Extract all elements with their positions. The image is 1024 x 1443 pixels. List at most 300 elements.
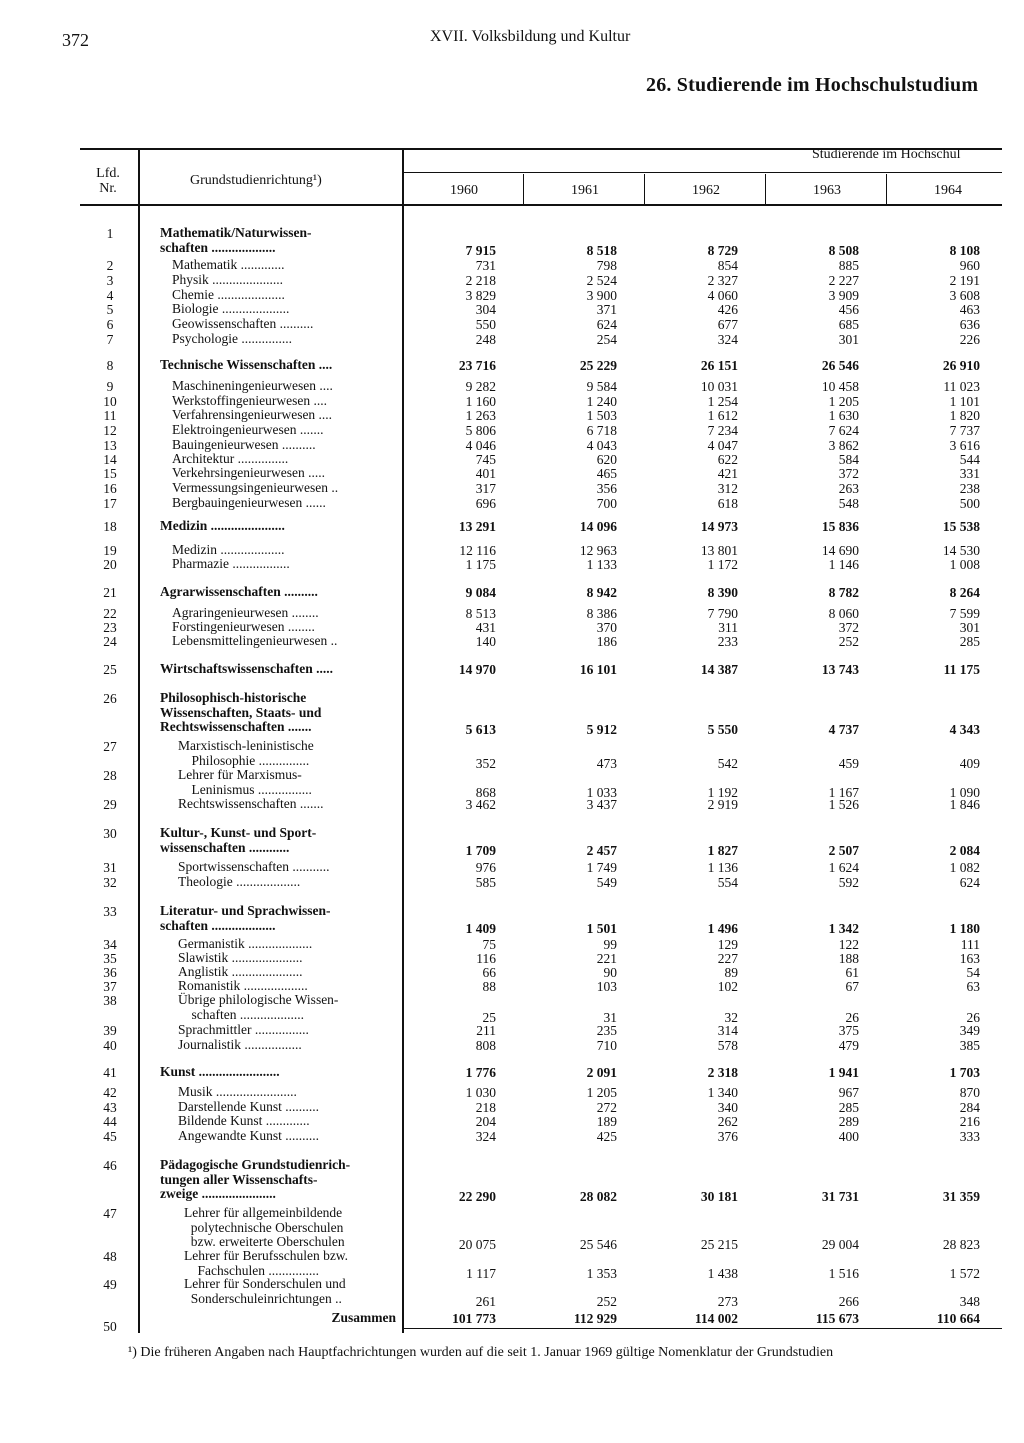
value-cell: 8 108 xyxy=(949,242,980,258)
row-label xyxy=(160,691,321,735)
row-label xyxy=(172,481,338,496)
value-cell: 456 xyxy=(838,302,859,317)
row-number: 19 xyxy=(103,543,117,558)
row-label xyxy=(172,408,332,423)
value-cell: 89 xyxy=(724,965,738,980)
value-cell: 1 101 xyxy=(949,394,980,409)
value-cell: 9 584 xyxy=(586,379,617,394)
row-number: 31 xyxy=(103,860,117,875)
value-cell: 262 xyxy=(717,1114,738,1129)
value-cell: 960 xyxy=(959,258,980,273)
row-label-line: schaften ................... xyxy=(160,239,276,255)
row-number: 12 xyxy=(103,423,117,438)
row-label-line: Lehrer für Marxismus- xyxy=(178,767,302,782)
row-label xyxy=(172,634,337,649)
value-cell: 66 xyxy=(482,965,496,980)
row-label-line: Psychologie ............... xyxy=(172,331,292,346)
row-label-line: Medizin ...................... xyxy=(160,518,285,533)
value-cell: 284 xyxy=(959,1100,980,1115)
value-cell: 28 082 xyxy=(579,1189,617,1204)
row-label xyxy=(178,1023,309,1038)
row-label-line: Lehrer für allgemeinbildende xyxy=(184,1205,343,1220)
row-label-line: Literatur- und Sprachwissen- xyxy=(160,903,331,918)
row-label xyxy=(160,826,316,855)
row-label xyxy=(160,226,312,255)
value-cell: 186 xyxy=(596,634,617,649)
value-cell: 1 342 xyxy=(828,920,859,936)
value-cell: 2 218 xyxy=(465,273,496,288)
row-label-line: Zusammen xyxy=(331,1310,396,1325)
value-cell: 14 690 xyxy=(821,543,859,558)
value-cell: 226 xyxy=(959,332,980,347)
row-number: 35 xyxy=(103,951,117,966)
row-label xyxy=(178,1114,310,1129)
header-nr: Nr. xyxy=(99,181,117,196)
value-cell: 5 613 xyxy=(465,722,496,737)
header-lfd-nr xyxy=(80,166,136,196)
value-cell: 10 458 xyxy=(821,379,859,394)
row-label xyxy=(178,860,329,875)
row-number: 33 xyxy=(103,904,117,919)
row-label-line: Leninismus ................ xyxy=(178,781,312,797)
row-number: 36 xyxy=(103,965,117,980)
column-rule-1 xyxy=(138,148,140,1333)
value-cell: 3 608 xyxy=(949,288,980,303)
value-cell: 1 172 xyxy=(707,557,738,572)
row-number: 2 xyxy=(106,258,114,273)
value-cell: 544 xyxy=(959,452,980,467)
value-cell: 261 xyxy=(475,1293,496,1309)
row-label-line: Bildende Kunst ............. xyxy=(178,1113,310,1128)
value-cell: 1 030 xyxy=(465,1085,496,1100)
value-cell: 584 xyxy=(838,452,859,467)
row-number: 23 xyxy=(103,620,117,635)
value-cell: 370 xyxy=(596,620,617,635)
value-cell: 14 096 xyxy=(579,519,617,534)
row-number: 34 xyxy=(103,937,117,952)
row-number: 13 xyxy=(103,438,117,453)
value-cell: 227 xyxy=(717,951,738,966)
value-cell: 479 xyxy=(838,1038,859,1053)
page-number: 372 xyxy=(62,30,89,50)
value-cell: 1 624 xyxy=(828,860,859,875)
value-cell: 61 xyxy=(845,965,859,980)
row-label xyxy=(184,1249,348,1278)
value-cell: 102 xyxy=(717,979,738,994)
row-number: 47 xyxy=(103,1206,117,1221)
value-cell: 116 xyxy=(476,951,496,966)
row-label-line: wissenschaften ............ xyxy=(160,839,290,855)
value-cell: 1 082 xyxy=(949,860,980,875)
value-cell: 311 xyxy=(718,620,738,635)
value-cell: 54 xyxy=(966,965,980,980)
value-cell: 400 xyxy=(838,1129,859,1144)
row-label xyxy=(172,332,292,347)
value-cell: 1 827 xyxy=(707,842,738,858)
value-cell: 3 616 xyxy=(949,438,980,453)
row-number: 8 xyxy=(106,358,114,373)
value-cell: 376 xyxy=(717,1129,738,1144)
value-cell: 101 773 xyxy=(452,1311,496,1326)
value-cell: 375 xyxy=(838,1023,859,1038)
value-cell: 624 xyxy=(596,317,617,332)
value-cell: 11 175 xyxy=(943,662,980,677)
value-cell: 1 117 xyxy=(466,1265,496,1281)
value-cell: 11 023 xyxy=(943,379,980,394)
value-cell: 1 409 xyxy=(465,920,496,936)
row-label-line: Elektroingenieurwesen ....... xyxy=(172,422,324,437)
value-cell: 1 630 xyxy=(828,408,859,423)
row-number: 16 xyxy=(103,481,117,496)
value-cell: 26 910 xyxy=(942,358,980,373)
value-cell: 163 xyxy=(959,951,980,966)
value-cell: 9 282 xyxy=(465,379,496,394)
value-cell: 885 xyxy=(838,258,859,273)
value-cell: 5 912 xyxy=(586,722,617,737)
row-number: 46 xyxy=(103,1158,117,1173)
value-cell: 26 151 xyxy=(700,358,738,373)
value-cell: 204 xyxy=(475,1114,496,1129)
row-number: 4 xyxy=(106,288,114,303)
value-cell: 1 572 xyxy=(949,1265,980,1281)
value-cell: 3 437 xyxy=(586,797,617,812)
row-label xyxy=(160,585,318,600)
header-year-1963: 1963 xyxy=(813,183,841,198)
value-cell: 1 192 xyxy=(707,784,738,800)
value-cell: 103 xyxy=(596,979,617,994)
header-year-1961: 1961 xyxy=(571,183,599,198)
value-cell: 1 526 xyxy=(828,797,859,812)
value-cell: 854 xyxy=(717,258,738,273)
value-cell: 401 xyxy=(475,466,496,481)
value-cell: 1 175 xyxy=(465,557,496,572)
row-label-line: Medizin ................... xyxy=(172,542,285,557)
value-cell: 465 xyxy=(596,466,617,481)
value-cell: 16 101 xyxy=(579,662,617,677)
row-number: 20 xyxy=(103,557,117,572)
value-cell: 1 496 xyxy=(707,920,738,936)
value-cell: 618 xyxy=(717,496,738,511)
value-cell: 14 530 xyxy=(942,543,980,558)
row-label xyxy=(160,1158,350,1202)
value-cell: 25 215 xyxy=(700,1237,738,1252)
row-label xyxy=(160,904,331,933)
value-cell: 285 xyxy=(959,634,980,649)
row-label-line: Agraringenieurwesen ........ xyxy=(172,605,319,620)
value-cell: 112 929 xyxy=(573,1311,617,1326)
value-cell: 1 160 xyxy=(465,394,496,409)
value-cell: 1 749 xyxy=(586,860,617,875)
value-cell: 273 xyxy=(717,1293,738,1309)
row-label-line: schaften ................... xyxy=(160,917,276,933)
row-number: 26 xyxy=(103,691,117,706)
row-number: 25 xyxy=(103,662,117,677)
value-cell: 233 xyxy=(717,634,738,649)
value-cell: 696 xyxy=(475,496,496,511)
header-year-1960: 1960 xyxy=(450,183,478,198)
value-cell: 592 xyxy=(838,875,859,890)
value-cell: 1 263 xyxy=(465,408,496,423)
value-cell: 13 801 xyxy=(700,543,738,558)
row-label xyxy=(178,875,300,890)
row-label-line: Biologie .................... xyxy=(172,301,290,316)
value-cell: 548 xyxy=(838,496,859,511)
value-cell: 15 836 xyxy=(821,519,859,534)
row-label-line: Kultur-, Kunst- und Sport- xyxy=(160,825,317,840)
value-cell: 1 180 xyxy=(949,920,980,936)
row-label xyxy=(172,557,290,572)
value-cell: 4 046 xyxy=(465,438,496,453)
value-cell: 314 xyxy=(717,1023,738,1038)
row-label xyxy=(160,358,332,373)
row-label-line: Slawistik ..................... xyxy=(178,950,303,965)
value-cell: 189 xyxy=(596,1114,617,1129)
value-cell: 301 xyxy=(838,332,859,347)
value-cell: 5 550 xyxy=(707,722,738,737)
value-cell: 1 090 xyxy=(949,784,980,800)
value-cell: 459 xyxy=(838,755,859,771)
row-number: 32 xyxy=(103,875,117,890)
value-cell: 2 919 xyxy=(707,797,738,812)
row-label xyxy=(160,519,285,534)
row-label xyxy=(184,1277,346,1306)
row-label-line: schaften ................... xyxy=(178,1006,304,1022)
row-label-line: Marxistisch-leninistische xyxy=(178,738,314,753)
value-cell: 2 227 xyxy=(828,273,859,288)
value-cell: 578 xyxy=(717,1038,738,1053)
value-cell: 1 205 xyxy=(586,1085,617,1100)
row-label-line: Rechtswissenschaften ....... xyxy=(160,719,312,734)
value-cell: 2 084 xyxy=(949,842,980,858)
value-cell: 1 612 xyxy=(707,408,738,423)
value-cell: 1 820 xyxy=(949,408,980,423)
row-label xyxy=(172,317,313,332)
value-cell: 317 xyxy=(475,481,496,496)
value-cell: 111 xyxy=(960,937,980,952)
value-cell: 7 737 xyxy=(949,423,980,438)
row-label-line: Technische Wissenschaften .... xyxy=(160,357,333,372)
row-number: 50 xyxy=(103,1319,117,1334)
row-number: 17 xyxy=(103,496,117,511)
row-label xyxy=(172,423,323,438)
value-cell: 5 806 xyxy=(465,423,496,438)
row-label xyxy=(178,993,338,1022)
value-cell: 2 318 xyxy=(707,1065,738,1080)
value-cell: 4 043 xyxy=(586,438,617,453)
value-cell: 7 234 xyxy=(707,423,738,438)
value-cell: 463 xyxy=(959,302,980,317)
value-cell: 868 xyxy=(475,784,496,800)
value-cell: 252 xyxy=(838,634,859,649)
table-title: 26. Studierende im Hochschulstudium xyxy=(646,74,979,96)
row-number: 9 xyxy=(106,379,114,394)
row-number: 10 xyxy=(103,394,117,409)
row-label xyxy=(172,302,289,317)
value-cell: 114 002 xyxy=(694,1311,738,1326)
value-cell: 352 xyxy=(475,755,496,771)
value-cell: 122 xyxy=(838,937,859,952)
value-cell: 409 xyxy=(959,755,980,771)
value-cell: 8 508 xyxy=(828,242,859,258)
row-label-line: Chemie .................... xyxy=(172,287,285,302)
value-cell: 301 xyxy=(959,620,980,635)
value-cell: 31 359 xyxy=(942,1189,980,1204)
row-label-line: Theologie ................... xyxy=(178,874,301,889)
value-cell: 1 240 xyxy=(586,394,617,409)
row-number: 37 xyxy=(103,979,117,994)
row-number: 6 xyxy=(106,317,114,332)
value-cell: 4 737 xyxy=(828,722,859,737)
value-cell: 4 060 xyxy=(707,288,738,303)
row-label-line: Verkehrsingenieurwesen ..... xyxy=(172,465,325,480)
row-number: 7 xyxy=(106,332,114,347)
value-cell: 798 xyxy=(596,258,617,273)
row-number: 18 xyxy=(103,519,117,534)
row-label xyxy=(172,496,326,511)
row-label xyxy=(160,1065,280,1080)
value-cell: 1 254 xyxy=(707,394,738,409)
value-cell: 425 xyxy=(596,1129,617,1144)
value-cell: 324 xyxy=(717,332,738,347)
value-cell: 1 353 xyxy=(586,1265,617,1281)
row-number: 30 xyxy=(103,826,117,841)
value-cell: 304 xyxy=(475,302,496,317)
row-label-line: Maschineningenieurwesen .... xyxy=(172,378,333,393)
row-number: 11 xyxy=(103,408,117,423)
value-cell: 8 386 xyxy=(586,606,617,621)
row-label-line: Angewandte Kunst .......... xyxy=(178,1128,319,1143)
value-cell: 4 343 xyxy=(949,722,980,737)
row-label-line: Verfahrensingenieurwesen .... xyxy=(172,407,333,422)
row-number: 40 xyxy=(103,1038,117,1053)
value-cell: 8 264 xyxy=(949,585,980,600)
row-label-line: Anglistik ..................... xyxy=(178,964,303,979)
value-cell: 2 327 xyxy=(707,273,738,288)
row-number: 44 xyxy=(103,1114,117,1129)
row-number: 45 xyxy=(103,1129,117,1144)
row-label xyxy=(172,466,325,481)
row-number: 5 xyxy=(106,302,114,317)
value-cell: 700 xyxy=(596,496,617,511)
value-cell: 1 340 xyxy=(707,1085,738,1100)
value-cell: 8 513 xyxy=(465,606,496,621)
row-number: 22 xyxy=(103,606,117,621)
value-cell: 3 900 xyxy=(586,288,617,303)
value-cell: 8 942 xyxy=(586,585,617,600)
header-studierende: Studierende im Hochschul xyxy=(812,147,961,162)
row-label xyxy=(172,258,284,273)
row-label-line: Romanistik ................... xyxy=(178,978,308,993)
value-cell: 115 673 xyxy=(815,1311,859,1326)
value-cell: 554 xyxy=(717,875,738,890)
row-number: 29 xyxy=(103,797,117,812)
row-label xyxy=(172,379,333,394)
row-label xyxy=(178,768,312,797)
value-cell: 870 xyxy=(959,1085,980,1100)
value-cell: 23 716 xyxy=(458,358,496,373)
value-cell: 25 229 xyxy=(579,358,617,373)
header-year-1962: 1962 xyxy=(692,183,720,198)
value-cell: 385 xyxy=(959,1038,980,1053)
row-label-line: Sonderschuleinrichtungen .. xyxy=(184,1290,342,1306)
value-cell: 685 xyxy=(838,317,859,332)
value-cell: 1 516 xyxy=(828,1265,859,1281)
value-cell: 431 xyxy=(475,620,496,635)
value-cell: 25 546 xyxy=(579,1237,617,1252)
value-cell: 3 909 xyxy=(828,288,859,303)
value-cell: 13 291 xyxy=(458,519,496,534)
footnote: ¹) Die früheren Angaben nach Hauptfachrichtungen wurden auf die seit 1. Januar 1969 gültige Nomenklatur der Grundstudien xyxy=(128,1345,834,1360)
row-label-line: Lehrer für Berufsschulen bzw. xyxy=(184,1248,349,1263)
value-cell: 371 xyxy=(596,302,617,317)
row-label xyxy=(184,1206,345,1250)
row-label-line: Geowissenschaften .......... xyxy=(172,316,314,331)
value-cell: 285 xyxy=(838,1100,859,1115)
row-number: 43 xyxy=(103,1100,117,1115)
value-cell: 129 xyxy=(717,937,738,952)
value-cell: 624 xyxy=(959,875,980,890)
value-cell: 20 075 xyxy=(458,1237,496,1252)
value-cell: 312 xyxy=(717,481,738,496)
row-number: 38 xyxy=(103,993,117,1008)
value-cell: 356 xyxy=(596,481,617,496)
row-number: 48 xyxy=(103,1249,117,1264)
value-cell: 14 973 xyxy=(700,519,738,534)
value-cell: 188 xyxy=(838,951,859,966)
row-label xyxy=(178,739,314,768)
value-cell: 1 846 xyxy=(949,797,980,812)
value-cell: 63 xyxy=(966,979,980,994)
value-cell: 333 xyxy=(959,1129,980,1144)
value-cell: 1 501 xyxy=(586,920,617,936)
value-cell: 254 xyxy=(596,332,617,347)
row-label xyxy=(178,1085,297,1100)
value-cell: 263 xyxy=(838,481,859,496)
value-cell: 1 703 xyxy=(949,1065,980,1080)
value-cell: 9 084 xyxy=(465,585,496,600)
row-label-line: Fachschulen ............... xyxy=(184,1262,319,1278)
row-label-line: zweige ...................... xyxy=(160,1186,276,1201)
row-number: 41 xyxy=(103,1065,117,1080)
value-cell: 500 xyxy=(959,496,980,511)
year-rule-top xyxy=(402,172,1002,173)
value-cell: 426 xyxy=(717,302,738,317)
value-cell: 585 xyxy=(475,875,496,890)
header-bottom-rule xyxy=(80,204,1002,206)
row-label-line: Vermessungsingenieurwesen .. xyxy=(172,480,339,495)
value-cell: 1 941 xyxy=(828,1065,859,1080)
value-cell: 3 862 xyxy=(828,438,859,453)
value-cell: 7 915 xyxy=(465,242,496,258)
value-cell: 8 518 xyxy=(586,242,617,258)
row-label-line: Übrige philologische Wissen- xyxy=(178,992,339,1007)
value-cell: 4 047 xyxy=(707,438,738,453)
row-label-line: Sportwissenschaften ........... xyxy=(178,859,330,874)
value-cell: 620 xyxy=(596,452,617,467)
row-label-line: Mathematik/Naturwissen- xyxy=(160,225,312,240)
value-cell: 12 963 xyxy=(579,543,617,558)
row-number: 27 xyxy=(103,739,117,754)
value-cell: 26 xyxy=(845,1009,859,1025)
value-cell: 211 xyxy=(476,1023,496,1038)
value-cell: 8 782 xyxy=(828,585,859,600)
row-number: 15 xyxy=(103,466,117,481)
row-number: 49 xyxy=(103,1277,117,1292)
value-cell: 216 xyxy=(959,1114,980,1129)
header-lfd: Lfd. xyxy=(96,166,120,181)
value-cell: 2 191 xyxy=(949,273,980,288)
row-label-line: polytechnische Oberschulen xyxy=(184,1219,344,1235)
